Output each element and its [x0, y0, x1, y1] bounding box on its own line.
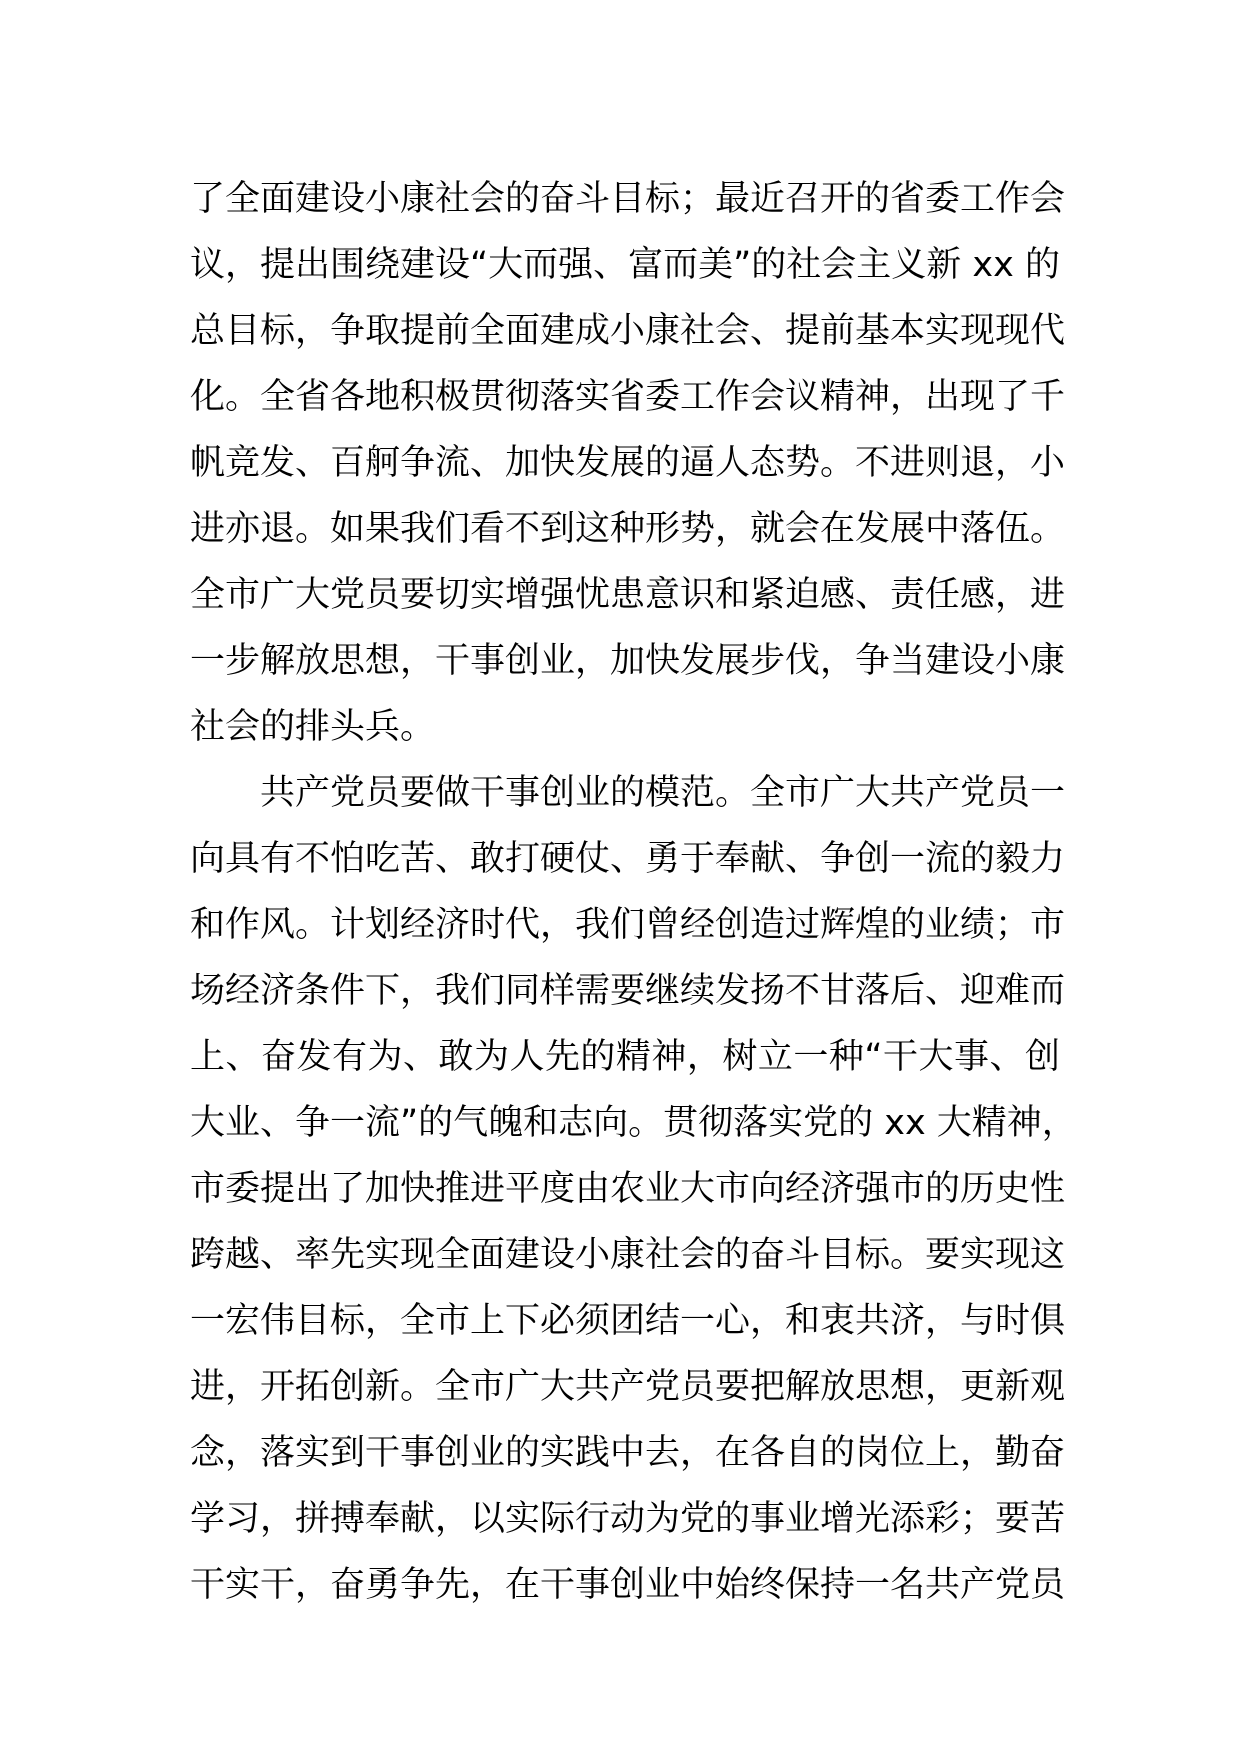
text-line: 场经济条件下，我们同样需要继续发扬不甘落后、迎难而 — [190, 971, 1066, 1011]
text-line: 了全面建设小康社会的奋斗目标；最近召开的省委工作会 — [190, 179, 1066, 219]
text-line: 一步解放思想，干事创业，加快发展步伐，争当建设小康 — [190, 641, 1066, 681]
text-line: 一宏伟目标，全市上下必须团结一心，和衷共济，与时俱 — [190, 1301, 1066, 1341]
text-line: 共产党员要做干事创业的模范。全市广大共产党员一 — [190, 773, 1066, 813]
text-line: 化。全省各地积极贯彻落实省委工作会议精神，出现了千 — [190, 377, 1066, 417]
text-line: 跨越、率先实现全面建设小康社会的奋斗目标。要实现这 — [190, 1235, 1066, 1275]
text-line: 学习，拼搏奉献，以实际行动为党的事业增光添彩；要苦 — [190, 1499, 1066, 1539]
text-line: 议，提出围绕建设“大而强、富而美”的社会主义新 xx 的 — [190, 245, 1060, 285]
text-line: 帆竞发、百舸争流、加快发展的逼人态势。不进则退，小 — [190, 443, 1066, 483]
text-line: 干实干，奋勇争先，在干事创业中始终保持一名共产党员 — [190, 1565, 1066, 1605]
text-line: 市委提出了加快推进平度由农业大市向经济强市的历史性 — [190, 1169, 1066, 1209]
body-text — [190, 166, 1077, 1618]
text-line: 总目标，争取提前全面建成小康社会、提前基本实现现代 — [190, 311, 1066, 351]
text-line: 社会的排头兵。 — [190, 707, 436, 747]
text-line: 向具有不怕吃苦、敢打硬仗、勇于奉献、争创一流的毅力 — [190, 839, 1066, 879]
text-line: 上、奋发有为、敢为人先的精神，树立一种“干大事、创 — [190, 1037, 1060, 1077]
text-line: 进亦退。如果我们看不到这种形势，就会在发展中落伍。 — [190, 509, 1066, 549]
text-line: 大业、争一流”的气魄和志向。贯彻落实党的 xx 大精神， — [190, 1103, 1077, 1143]
text-line: 全市广大党员要切实增强忧患意识和紧迫感、责任感，进 — [190, 575, 1066, 615]
text-line: 念，落实到干事创业的实践中去，在各自的岗位上，勤奋 — [190, 1433, 1066, 1473]
text-line: 和作风。计划经济时代，我们曾经创造过辉煌的业绩；市 — [190, 905, 1066, 945]
text-line: 进，开拓创新。全市广大共产党员要把解放思想，更新观 — [190, 1367, 1066, 1407]
